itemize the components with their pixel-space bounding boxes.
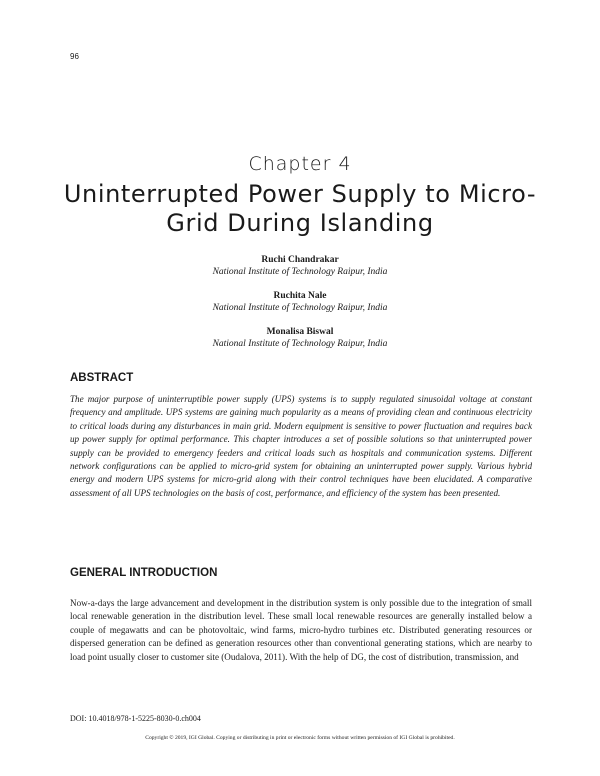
introduction-text: Now-a-days the large advancement and development in the distribution system is only possible due to the integration of small local renewable generation in the distribution level. These small local renewable resources are generally installed below a couple of megawatts and can be photovoltaic, wind farms, micro-hydro turbines etc. Distributed generating resources or dispersed generation can be defined as generation resources other than conventional generating stations, which are nearby to load point usually closer to customer site (Oudalova, 2011). With the help of DG, the cost of distribution, transmission, and (70, 598, 532, 662)
author-name: Ruchi Chandrakar (261, 255, 339, 265)
chapter-label: Chapter 4 (248, 153, 352, 175)
chapter-title: Uninterrupted Power Supply to Micro-Grid During Islanding (63, 180, 537, 237)
doi: DOI: 10.4018/978-1-5225-8030-0.ch004 (70, 714, 201, 723)
author-name: Monalisa Biswal (266, 327, 334, 337)
author-name: Ruchita Nale (273, 291, 327, 301)
author-list (0, 254, 600, 362)
author-entry (0, 290, 600, 314)
copyright-notice: Copyright © 2019, IGI Global. Copying or distributing in print or electronic forms without written permission of IGI Global is prohibited. (145, 735, 455, 741)
author-affiliation: National Institute of Technology Raipur, India (212, 339, 388, 349)
author-affiliation: National Institute of Technology Raipur, India (212, 267, 388, 277)
introduction-heading: GENERAL INTRODUCTION (70, 567, 218, 579)
abstract-text: The major purpose of uninterruptible power supply (UPS) systems is to supply regulated sinusoidal voltage at constant frequency and amplitude. UPS systems are gaining much popularity as a means of providing clean and continuous electricity to critical loads during any disturbances in main grid. Modern equipment is sensitive to power fluctuation and requires back up power supply for optimal performance. This chapter introduces a set of possible solutions so that uninterrupted power supply can be provided to emergency feeders and critical loads such as hospitals and communication systems. Different network configurations can be applied to micro-grid system for obtaining an uninterrupted power supply. Various hybrid energy and modern UPS systems for micro-grid along with their control techniques have been elucidated. A comparative assessment of all UPS technologies on the basis of cost, performance, and efficiency of the system has been presented. (70, 394, 532, 498)
author-affiliation: National Institute of Technology Raipur, India (212, 303, 388, 313)
author-entry (0, 254, 600, 278)
author-entry (0, 326, 600, 350)
page-number: 96 (70, 52, 79, 61)
abstract-heading: ABSTRACT (70, 372, 134, 384)
